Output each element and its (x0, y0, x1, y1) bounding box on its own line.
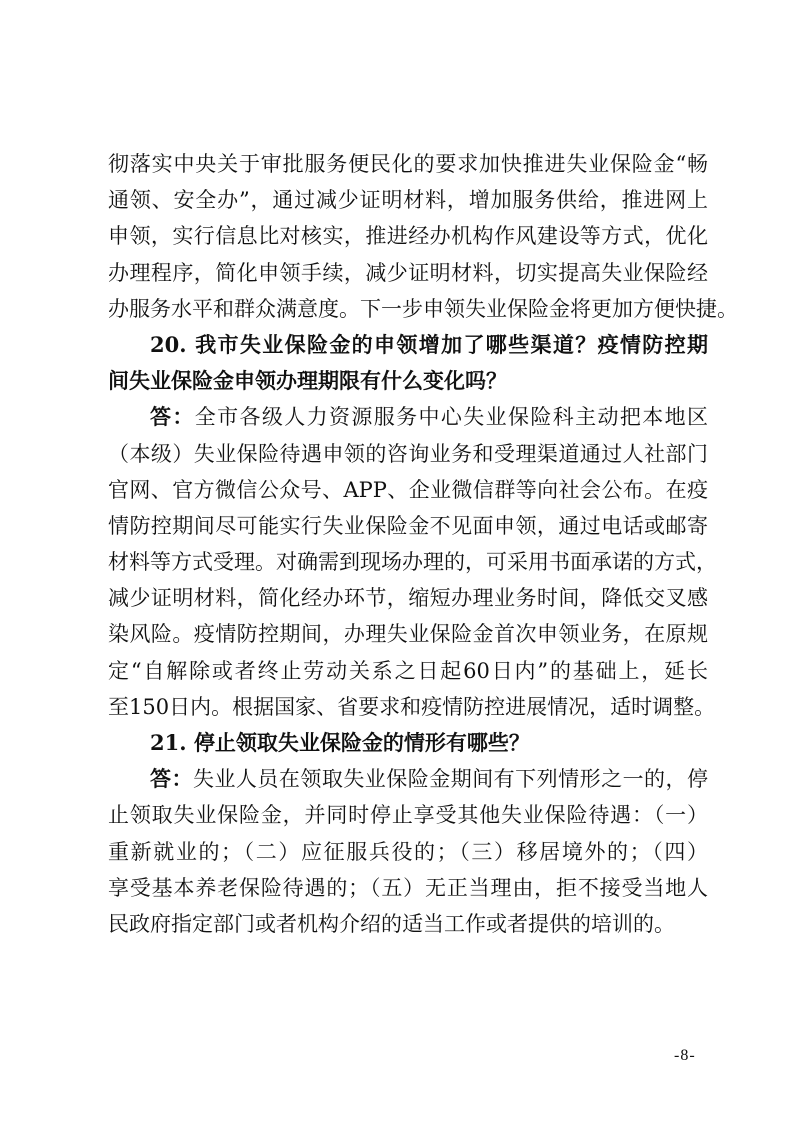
answer-20-text: 全市各级人力资源服务中心失业保险科主动把本地区 (194, 405, 708, 430)
answer-21-line: 享受基本养老保险待遇的；（五）无正当理由，拒不接受当地人 (108, 875, 708, 900)
answer-21-line: 民政府指定部门或者机构介绍的适当工作或者提供的培训的。 (108, 911, 675, 936)
question-20-line: 间失业保险金申领办理期限有什么变化吗？ (108, 368, 507, 394)
intro-line: 通领、安全办”，通过减少证明材料，增加服务供给，推进网上 (108, 188, 708, 213)
answer-20-line: 情防控期间尽可能实行失业保险金不见面申领，通过电话或邮寄 (108, 513, 708, 538)
answer-20 (108, 399, 717, 725)
answer-20-line: 至150日内。根据国家、省要求和疫情防控进展情况，适时调整。 (108, 694, 716, 719)
intro-line: 办理程序，简化申领手续，减少证明材料，切实提高失业保险经 (108, 260, 708, 285)
intro-line: 申领，实行信息比对核实，推进经办机构作风建设等方式，优化 (108, 224, 708, 249)
answer-21-line: 重新就业的；（二）应征服兵役的；（三）移居境外的；（四） (108, 839, 708, 864)
answer-20-line: （本级）失业保险待遇申领的咨询业务和受理渠道通过人社部门 (108, 441, 708, 466)
answer-20-first-line (108, 399, 708, 435)
intro-line: 彻落实中央关于审批服务便民化的要求加快推进失业保险金“畅 (108, 152, 708, 176)
question-20 (108, 327, 708, 399)
intro-line: 办服务水平和群众满意度。下一步申领失业保险金将更加方便快捷。 (108, 296, 738, 321)
question-21 (108, 725, 708, 761)
answer-20-line: 材料等方式受理。对确需到现场办理的，可采用书面承诺的方式， (108, 550, 717, 575)
answer-20-line: 定“自解除或者终止劳动关系之日起60日内”的基础上，延长 (108, 658, 708, 683)
question-21-line: 21. 停止领取失业保险金的情形有哪些？ (150, 730, 530, 755)
answer-20-line: 染风险。疫情防控期间，办理失业保险金首次申领业务，在原规 (108, 622, 708, 647)
intro-paragraph (108, 146, 738, 327)
answer-label: 答： (150, 766, 193, 792)
answer-21-text: 失业人员在领取失业保险金期间有下列情形之一的，停 (192, 767, 709, 792)
page-number: -8- (674, 1047, 696, 1064)
answer-21-first-line (108, 761, 708, 797)
answer-21 (108, 761, 708, 942)
answer-20-line: 减少证明材料，简化经办环节，缩短办理业务时间，降低交叉感 (108, 586, 708, 611)
answer-21-line: 止领取失业保险金，并同时停止享受其他失业保险待遇：（一） (108, 803, 708, 828)
answer-20-line: 官网、官方微信公众号、APP、企业微信群等向社会公布。在疫 (108, 477, 708, 502)
document-body (108, 146, 738, 942)
answer-label: 答： (150, 404, 195, 430)
question-20-line: 20. 我市失业保险金的申领增加了哪些渠道？疫情防控期 (150, 331, 708, 357)
